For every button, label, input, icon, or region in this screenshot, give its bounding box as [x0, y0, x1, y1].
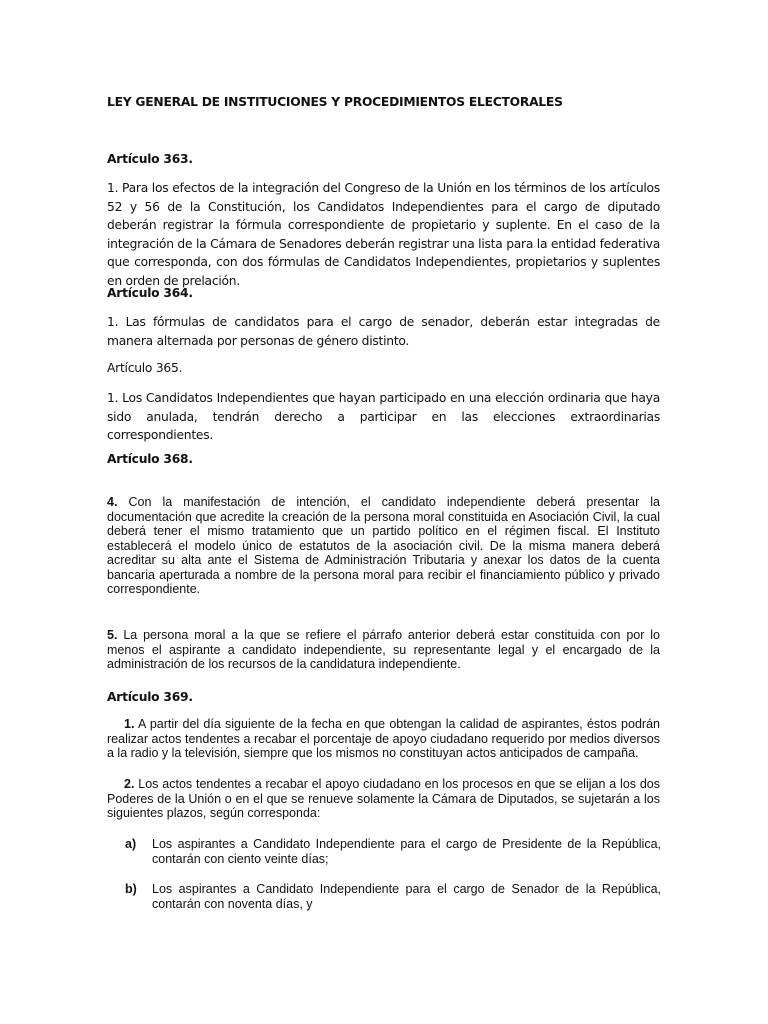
paragraph-number: 2. — [124, 777, 135, 791]
article-368-paragraph-4 — [107, 495, 660, 597]
article-368-heading: Artículo 368. — [107, 452, 193, 466]
article-369-heading: Artículo 369. — [107, 690, 193, 704]
article-363-paragraph-1: 1. Para los efectos de la integración del Congreso de la Unión en los términos de los artículos 52 y 56 de la Constitución, los Candidatos Independientes para el cargo de diputado deberán registrar la fórmula correspondiente de propietario y suplente. En el caso de la integración de la Cámara de Senadores deberán registrar una lista para la entidad federativa que corresponda, con dos fórmulas de Candidatos Independientes, propietarios y suplentes en orden de prelación. — [107, 181, 660, 288]
paragraph-text: A partir del día siguiente de la fecha en que obtengan la calidad de aspirantes, éstos podrán realizar actos tendentes a recabar el porcentaje de apoyo ciudadano requerido por medios diversos a la radio y la televisión, siempre que los mismos no constituyan actos anticipados de campaña. — [107, 717, 660, 760]
list-item-label: b) — [125, 882, 137, 896]
paragraph-text: La persona moral a la que se refiere el párrafo anterior deberá estar constituida con por lo menos el aspirante a candidato independiente, su representante legal y el encargado de la administración de los recursos de la candidatura independiente. — [107, 628, 660, 671]
paragraph-number: 5. — [107, 628, 118, 642]
paragraph-number: 4. — [107, 495, 118, 509]
article-364-paragraph-1: 1. Las fórmulas de candidatos para el cargo de senador, deberán estar integradas de manera alternada por personas de género distinto. — [107, 315, 660, 348]
list-item-label: a) — [125, 837, 137, 851]
article-363-heading: Artículo 363. — [107, 152, 193, 166]
article-365-paragraph-1: 1. Los Candidatos Independientes que hayan participado en una elección ordinaria que haya sido anulada, tendrán derecho a participar en las elecciones extraordinarias correspondientes. — [107, 391, 660, 442]
article-369-paragraph-2 — [107, 777, 660, 821]
article-368-paragraph-5 — [107, 628, 660, 672]
paragraph-text: Los actos tendentes a recabar el apoyo ciudadano en los procesos en que se elijan a los dos Poderes de la Unión o en el que se renueve solamente la Cámara de Diputados, se sujetarán a los siguientes plazos, según corresponda: — [107, 777, 661, 820]
article-369-paragraph-1 — [107, 717, 660, 761]
list-item-text: Los aspirantes a Candidato Independiente para el cargo de Senador de la República, contarán con noventa días, y — [152, 882, 661, 911]
paragraph-number: 1. — [124, 717, 135, 731]
list-item-text: Los aspirantes a Candidato Independiente para el cargo de Presidente de la República, contarán con ciento veinte días; — [152, 837, 661, 866]
paragraph-text: Con la manifestación de intención, el candidato independiente deberá presentar la documentación que acredite la creación de la persona moral constituida en Asociación Civil, la cual deberá tener el mismo tratamiento que un partido político en el régimen fiscal. El Instituto establecerá el modelo único de estatutos de la asociación civil. De la misma manera deberá acreditar su alta ante el Sistema de Administración Tributaria y anexar los datos de la cuenta bancaria aperturada a nombre de la persona moral para recibir el financiamiento público y privado correspondiente. — [107, 495, 660, 596]
article-365-heading: Artículo 365. — [107, 361, 183, 375]
article-364-heading: Artículo 364. — [107, 286, 193, 300]
document-title: LEY GENERAL DE INSTITUCIONES Y PROCEDIMIENTOS ELECTORALES — [107, 95, 563, 109]
